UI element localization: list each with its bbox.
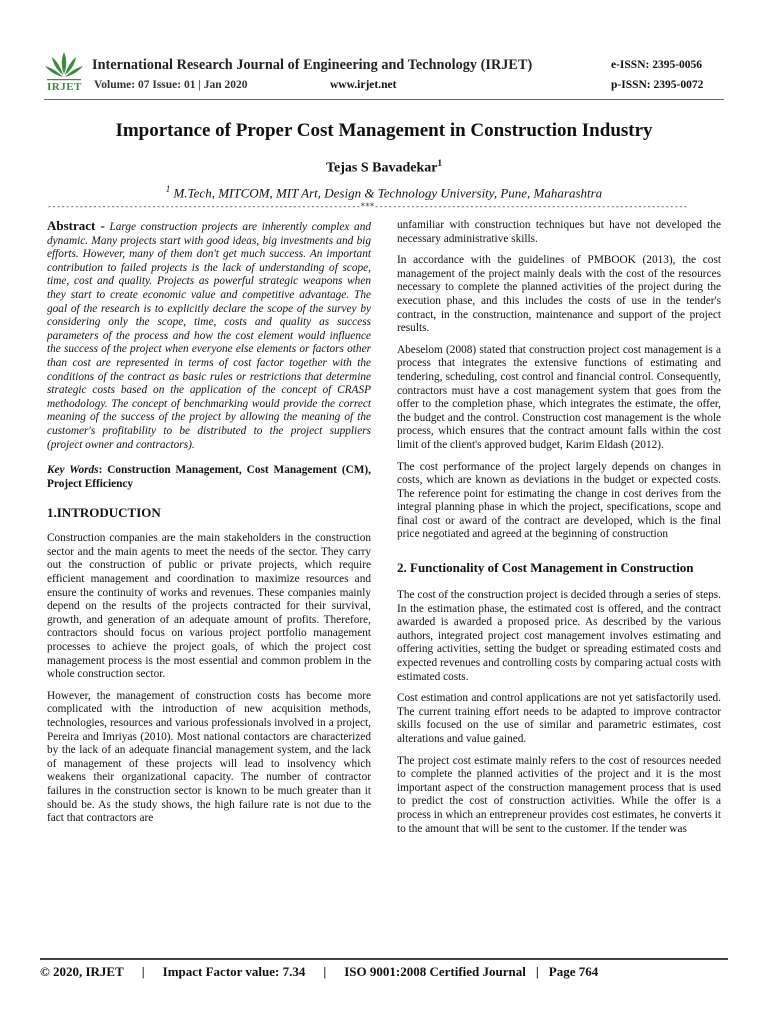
author-text: Tejas S Bavadekar xyxy=(325,160,438,176)
author-affiliation xyxy=(40,184,728,201)
author-name xyxy=(40,158,728,177)
paragraph: However, the management of construction costs has become more complicated with the introduction of new acquisition methods, technologies, resources and various professionals involved in a project, Pereira and Imriyas (2010). Most national contactors are characterized by the lack of an adequate financial management system, and the lack of management of these projects will lead to insolvency which weakens their organizational capacity. The number of contractor failures in the construction sector is known to be much greater than it should be. As the study shows, the high failure rate is not due to the fact that contractors are xyxy=(47,689,371,825)
footer-page-number: Page 764 xyxy=(548,964,599,979)
affiliation-superscript: 1 xyxy=(165,184,171,194)
section-2-heading: 2. Functionality of Cost Management in Construction xyxy=(397,560,694,576)
footer-impact-factor: Impact Factor value: 7.34 xyxy=(162,964,306,979)
paragraph: The cost performance of the project largely depends on changes in costs, which are known as deviations in the budget or expected costs. The reference point for estimating the change in cost derives from the integral planning phase in which the project, specifications, scope and final cost or award of the contract are developed, which is the final price negotiated and agreed at the beginning of construction xyxy=(397,460,721,541)
left-column xyxy=(47,219,371,834)
keywords-label: Key Words xyxy=(47,464,99,477)
paragraph: Construction companies are the main stakeholders in the construction sector and the main agents to meet the needs of the sector. They carry out the construction of public or private projects, which require efficient management and coordination to maximize resources and ensure the continuity of works and revenues. These companies mainly depend on the results of the projects contracted for their survival, growth, and generation of an adequate amount of profits. Therefore, contractors should focus on various project portfolio management processes to achieve the project goals, of which the project cost management process is the most essential and common problem in the whole construction sector. xyxy=(47,532,371,681)
abstract xyxy=(47,219,371,452)
footer-separator: | xyxy=(323,964,327,979)
title-separator: ---------------------------------------------------------------------***--------------------------------------------------------------------- xyxy=(47,201,688,211)
footer-copyright: © 2020, IRJET xyxy=(40,964,124,979)
journal-logo xyxy=(44,50,84,96)
paragraph: The project cost estimate mainly refers to the cost of resources needed to complete the planned activities of the project and it is the most important aspect of the construction management process that is used to predict the cost of construction activities. While the offer is a process in which an entrepreneur provides cost estimates, he converts it to the amount that will be sent to the customer. If the tender was xyxy=(397,754,721,835)
paragraph: In accordance with the guidelines of PMBOOK (2013), the cost management of the project mainly deals with the cost of the resources necessary to complete the planned activities of the project during the execution phase, and this includes the costs of use in the tender's contract, in the construction, maintenance and support of the project results. xyxy=(397,254,721,335)
p-issn: p-ISSN: 2395-0072 xyxy=(611,79,704,91)
volume-issue: Volume: 07 Issue: 01 | Jan 2020 xyxy=(94,79,248,91)
logo-text: IRJET xyxy=(47,81,82,93)
paragraph: Cost estimation and control applications are not yet satisfactorily used. The current training effort needs to be adapted to improve contractor skills focused on the use of similar and parametric estimates, cost alterations and value gained. xyxy=(397,692,721,745)
paper-title: Importance of Proper Cost Management in Construction Industry xyxy=(115,120,653,141)
keywords xyxy=(47,464,371,491)
section-1-heading: 1.INTRODUCTION xyxy=(47,505,161,521)
abstract-text: Large construction projects are inherently complex and dynamic. Many projects start with good ideas, big investments and big efforts. However, many of them don't get much success. An important contribution to failed projects is the lack of understanding of scope, time, cost and quality. Projects as powerful strategic weapons when they start to create economic value and competitive advantage. The goal of the research is to explicitly declare the scope of the survey by considering only the scope, time, costs and quality as success parameters of the process and how the cost element would influence the success of the project when everyone else elements or factors other than cost are represented in terms of cost factor together with the conditions of the contract as basic rules or restrictions that determine strategic costs based on the application of the concept of CRASP methodology. The concept of benchmarking would provide the correct meaning of the success of the project by allowing the meaning of the customer's profitability to be distributed to the project suppliers (project owner and contractors). xyxy=(47,221,371,451)
e-issn: e-ISSN: 2395-0056 xyxy=(611,59,703,71)
journal-title: International Research Journal of Engineering and Technology (IRJET) xyxy=(92,57,533,73)
right-column xyxy=(397,219,721,844)
paragraph: The cost of the construction project is decided through a series of steps. In the estimation phase, the estimated cost is offered, and the contract awarded is awarded a proposed price. As described by the various authors, integrated project cost management involves estimating and offering activities, setting the budget or spreading estimated costs and expected revenues and controlling costs by comparing actual costs with estimated costs. xyxy=(397,589,721,683)
affiliation-text: M.Tech, MITCOM, MIT Art, Design & Technology University, Pune, Maharashtra xyxy=(170,185,603,201)
author-superscript: 1 xyxy=(437,158,442,168)
paragraph: unfamiliar with construction techniques but have not developed the necessary administrative skills. xyxy=(397,219,721,245)
footer-iso: ISO 9001:2008 Certified Journal xyxy=(344,964,526,979)
journal-website-link[interactable]: www.irjet.net xyxy=(330,79,397,91)
abstract-label: Abstract - xyxy=(47,218,105,233)
paragraph: Abeselom (2008) stated that construction project cost management is a process that integrates the extensive functions of estimating and tendering, scheduling, cost control and financial control. Consequently, contractors must have a cost management system that goes from the offer to the completion phase, which integrates the estimate, the offer, the budget and the control. Construction cost management is the whole process, which ensures that the contract amount falls within the cost limit of the client's approved budget, Karim Eldash (2012). xyxy=(397,343,721,451)
footer-separator: | xyxy=(535,964,539,979)
header-divider xyxy=(44,99,724,100)
keywords-text: : Construction Management, Cost Management (CM), Project Efficiency xyxy=(47,464,372,490)
footer-separator: | xyxy=(141,964,145,979)
footer-divider xyxy=(40,958,728,960)
page-footer xyxy=(40,964,728,980)
